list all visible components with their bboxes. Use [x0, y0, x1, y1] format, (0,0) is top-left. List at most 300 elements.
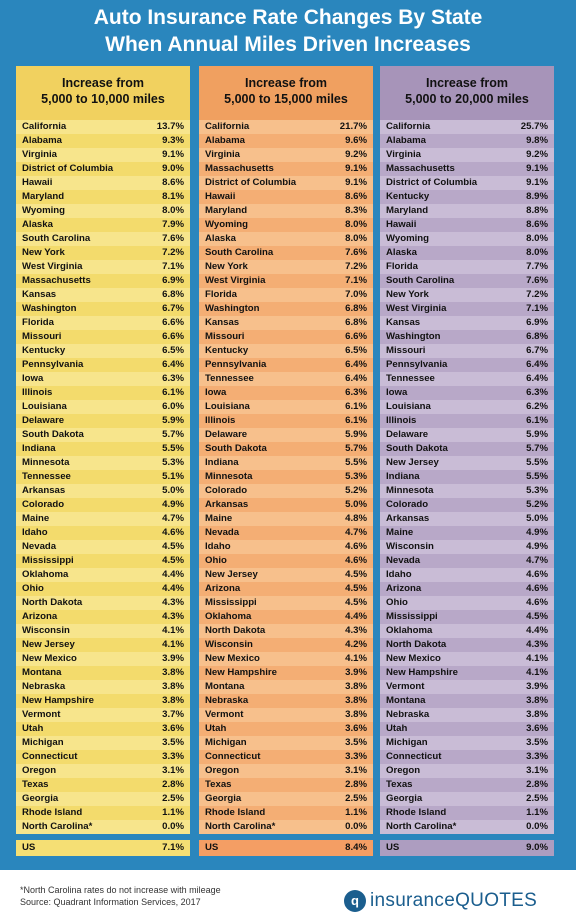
- rate-change-value: 7.1%: [526, 303, 548, 314]
- table-row: [16, 386, 190, 400]
- rate-change-value: 9.2%: [526, 149, 548, 160]
- state-name: Arkansas: [205, 499, 249, 510]
- rate-change-value: 0.0%: [526, 821, 548, 832]
- rate-change-value: 4.2%: [345, 639, 367, 650]
- table-row: [16, 204, 190, 218]
- rate-change-value: 4.6%: [526, 569, 548, 580]
- state-name: Wisconsin: [386, 541, 434, 552]
- rate-change-value: 7.1%: [345, 275, 367, 286]
- table-row: [380, 316, 554, 330]
- rate-change-value: 5.3%: [345, 471, 367, 482]
- table-row: [380, 512, 554, 526]
- rate-change-value: 3.8%: [162, 695, 184, 706]
- table-row: [199, 694, 373, 708]
- state-name: California: [386, 121, 431, 132]
- state-name: Kentucky: [386, 191, 430, 202]
- logo-text-insurance: insurance: [370, 890, 456, 911]
- state-name: District of Columbia: [386, 177, 478, 188]
- state-name: Vermont: [386, 681, 425, 692]
- table-row: [380, 260, 554, 274]
- rate-change-value: 5.0%: [162, 485, 184, 496]
- rate-change-value: 4.5%: [345, 583, 367, 594]
- state-name: Wisconsin: [22, 625, 70, 636]
- rate-change-value: 25.7%: [520, 121, 548, 132]
- table-row: [199, 358, 373, 372]
- table-row: [16, 162, 190, 176]
- us-summary-15000: [199, 840, 373, 856]
- state-name: Massachusetts: [205, 163, 274, 174]
- header-line-2: 5,000 to 10,000 miles: [41, 92, 165, 106]
- table-row: [199, 582, 373, 596]
- state-name: Oklahoma: [22, 569, 69, 580]
- state-name: Alaska: [386, 247, 417, 258]
- state-name: Maine: [386, 527, 414, 538]
- state-name: Delaware: [386, 429, 429, 440]
- rate-change-value: 7.2%: [162, 247, 184, 258]
- state-name: South Dakota: [205, 443, 267, 454]
- state-name: Florida: [205, 289, 237, 300]
- summary-value: 7.1%: [162, 842, 184, 853]
- state-name: Kentucky: [22, 345, 66, 356]
- rate-change-value: 6.4%: [345, 373, 367, 384]
- state-name: Massachusetts: [22, 275, 91, 286]
- state-name: Idaho: [386, 569, 412, 580]
- state-name: Nebraska: [22, 681, 66, 692]
- state-name: New Mexico: [386, 653, 441, 664]
- table-row: [380, 344, 554, 358]
- table-row: [380, 792, 554, 806]
- table-row: [199, 330, 373, 344]
- table-row: [199, 624, 373, 638]
- table-row: [16, 246, 190, 260]
- rate-change-value: 4.6%: [162, 527, 184, 538]
- footnote: *North Carolina rates do not increase with mileage: [20, 885, 221, 895]
- rate-change-value: 5.2%: [345, 485, 367, 496]
- title-line-2: When Annual Miles Driven Increases: [105, 33, 471, 56]
- table-row: [380, 708, 554, 722]
- table-rows: [199, 120, 373, 834]
- rate-change-value: 8.9%: [526, 191, 548, 202]
- rate-change-value: 3.5%: [345, 737, 367, 748]
- table-row: [199, 232, 373, 246]
- rate-change-value: 6.4%: [526, 359, 548, 370]
- state-name: Utah: [386, 723, 408, 734]
- state-name: North Dakota: [386, 639, 447, 650]
- state-name: Illinois: [22, 387, 53, 398]
- table-row: [16, 302, 190, 316]
- rate-change-value: 7.6%: [162, 233, 184, 244]
- rate-change-value: 5.5%: [345, 457, 367, 468]
- rate-change-value: 4.9%: [526, 541, 548, 552]
- state-name: Ohio: [22, 583, 44, 594]
- rate-change-value: 4.9%: [526, 527, 548, 538]
- state-name: Pennsylvania: [386, 359, 448, 370]
- table-row: [16, 666, 190, 680]
- state-name: Utah: [205, 723, 227, 734]
- rate-change-value: 5.9%: [526, 429, 548, 440]
- rate-change-value: 3.8%: [345, 681, 367, 692]
- rate-change-value: 3.3%: [345, 751, 367, 762]
- state-name: District of Columbia: [22, 163, 114, 174]
- table-row: [16, 288, 190, 302]
- rate-change-value: 5.3%: [526, 485, 548, 496]
- rate-change-value: 3.9%: [345, 667, 367, 678]
- table-row: [380, 540, 554, 554]
- state-name: Texas: [22, 779, 49, 790]
- state-name: Delaware: [22, 415, 65, 426]
- state-name: Idaho: [205, 541, 231, 552]
- state-name: Louisiana: [205, 401, 250, 412]
- table-row: [16, 736, 190, 750]
- state-name: District of Columbia: [205, 177, 297, 188]
- logo-text-quotes: QUOTES: [455, 890, 538, 911]
- us-summary-10000: [16, 840, 190, 856]
- rate-change-value: 6.7%: [526, 345, 548, 356]
- table-row: [380, 554, 554, 568]
- rate-change-value: 9.8%: [526, 135, 548, 146]
- state-name: Arizona: [22, 611, 58, 622]
- state-name: Hawaii: [205, 191, 236, 202]
- state-name: Idaho: [22, 527, 48, 538]
- rate-change-value: 4.4%: [345, 611, 367, 622]
- state-name: Wisconsin: [205, 639, 253, 650]
- rate-change-value: 4.1%: [526, 653, 548, 664]
- rate-change-value: 6.3%: [526, 387, 548, 398]
- table-row: [16, 568, 190, 582]
- state-name: North Carolina*: [22, 821, 93, 832]
- state-name: Alaska: [205, 233, 236, 244]
- rate-change-value: 4.7%: [162, 513, 184, 524]
- table-row: [380, 652, 554, 666]
- state-name: New Jersey: [205, 569, 258, 580]
- state-name: Delaware: [205, 429, 248, 440]
- rate-change-value: 6.2%: [526, 401, 548, 412]
- rate-change-value: 3.8%: [162, 681, 184, 692]
- table-row: [380, 442, 554, 456]
- rate-change-value: 4.5%: [526, 611, 548, 622]
- rate-change-value: 6.5%: [345, 345, 367, 356]
- rate-change-value: 3.1%: [526, 765, 548, 776]
- rate-change-value: 2.5%: [345, 793, 367, 804]
- state-name: Connecticut: [22, 751, 78, 762]
- rate-change-value: 9.3%: [162, 135, 184, 146]
- table-row: [16, 498, 190, 512]
- rate-change-value: 7.6%: [526, 275, 548, 286]
- rate-change-value: 0.0%: [345, 821, 367, 832]
- rate-change-value: 9.1%: [162, 149, 184, 160]
- table-15000-miles: [199, 66, 373, 834]
- state-name: Montana: [22, 667, 62, 678]
- table-row: [380, 568, 554, 582]
- table-row: [199, 428, 373, 442]
- table-row: [199, 372, 373, 386]
- table-row: [380, 274, 554, 288]
- table-row: [16, 484, 190, 498]
- table-row: [199, 540, 373, 554]
- table-row: [380, 694, 554, 708]
- state-name: South Carolina: [386, 275, 455, 286]
- table-row: [380, 120, 554, 134]
- table-row: [380, 190, 554, 204]
- table-10000-miles: [16, 66, 190, 834]
- state-name: Washington: [22, 303, 77, 314]
- table-row: [16, 400, 190, 414]
- table-row: [16, 512, 190, 526]
- state-name: Hawaii: [22, 177, 53, 188]
- table-row: [16, 232, 190, 246]
- state-name: Nevada: [386, 555, 421, 566]
- title-line-1: Auto Insurance Rate Changes By State: [93, 6, 483, 29]
- table-row: [199, 470, 373, 484]
- table-row: [380, 820, 554, 834]
- rate-change-value: 4.1%: [526, 667, 548, 678]
- state-name: Michigan: [205, 737, 247, 748]
- state-name: Mississippi: [386, 611, 438, 622]
- state-name: New Mexico: [22, 653, 77, 664]
- rate-change-value: 2.5%: [526, 793, 548, 804]
- table-row: [380, 428, 554, 442]
- state-name: Louisiana: [22, 401, 67, 412]
- table-row: [199, 302, 373, 316]
- table-row: [16, 792, 190, 806]
- header-line-2: 5,000 to 15,000 miles: [224, 92, 348, 106]
- state-name: Colorado: [205, 485, 248, 496]
- table-row: [380, 456, 554, 470]
- state-name: Tennessee: [386, 373, 435, 384]
- table-row: [380, 764, 554, 778]
- state-name: New Jersey: [386, 457, 439, 468]
- state-name: Minnesota: [22, 457, 70, 468]
- state-name: Minnesota: [205, 471, 253, 482]
- rate-change-value: 5.5%: [526, 457, 548, 468]
- table-row: [199, 344, 373, 358]
- state-name: Arizona: [386, 583, 422, 594]
- table-row: [16, 694, 190, 708]
- state-name: Washington: [386, 331, 441, 342]
- rate-change-value: 3.8%: [526, 695, 548, 706]
- table-row: [16, 442, 190, 456]
- rate-change-value: 3.1%: [345, 765, 367, 776]
- state-name: Rhode Island: [205, 807, 266, 818]
- table-row: [380, 526, 554, 540]
- table-row: [16, 624, 190, 638]
- state-name: Oklahoma: [386, 625, 433, 636]
- page-title: [0, 4, 576, 58]
- rate-change-value: 3.1%: [162, 765, 184, 776]
- rate-change-value: 8.3%: [345, 205, 367, 216]
- table-row: [199, 246, 373, 260]
- table-row: [16, 274, 190, 288]
- table-row: [380, 624, 554, 638]
- rate-change-value: 6.6%: [162, 317, 184, 328]
- table-row: [16, 316, 190, 330]
- rate-change-value: 3.5%: [162, 737, 184, 748]
- state-name: Kansas: [386, 317, 421, 328]
- state-name: Tennessee: [22, 471, 71, 482]
- summary-label: US: [22, 842, 36, 853]
- rate-change-value: 6.1%: [162, 387, 184, 398]
- state-name: Texas: [386, 779, 413, 790]
- state-name: Michigan: [22, 737, 64, 748]
- table-row: [199, 316, 373, 330]
- rate-change-value: 1.1%: [162, 807, 184, 818]
- table-row: [380, 470, 554, 484]
- rate-change-value: 4.3%: [162, 611, 184, 622]
- state-name: Virginia: [205, 149, 241, 160]
- table-row: [16, 190, 190, 204]
- state-name: Connecticut: [205, 751, 261, 762]
- table-row: [16, 708, 190, 722]
- state-name: Pennsylvania: [205, 359, 267, 370]
- table-row: [16, 540, 190, 554]
- rate-change-value: 3.9%: [162, 653, 184, 664]
- state-name: Illinois: [386, 415, 417, 426]
- table-row: [380, 680, 554, 694]
- state-name: Tennessee: [205, 373, 254, 384]
- table-row: [199, 190, 373, 204]
- rate-change-value: 6.8%: [345, 303, 367, 314]
- state-name: Vermont: [205, 709, 244, 720]
- table-row: [16, 344, 190, 358]
- table-row: [380, 498, 554, 512]
- state-name: Maine: [22, 513, 50, 524]
- rate-change-value: 4.7%: [345, 527, 367, 538]
- rate-change-value: 4.4%: [162, 569, 184, 580]
- table-row: [199, 274, 373, 288]
- state-name: New Mexico: [205, 653, 260, 664]
- state-name: Rhode Island: [22, 807, 83, 818]
- state-name: New York: [386, 289, 429, 300]
- state-name: Mississippi: [22, 555, 74, 566]
- rate-change-value: 6.4%: [162, 359, 184, 370]
- table-row: [16, 596, 190, 610]
- table-20000-miles: [380, 66, 554, 834]
- rate-change-value: 3.3%: [526, 751, 548, 762]
- table-row: [199, 666, 373, 680]
- rate-change-value: 6.5%: [162, 345, 184, 356]
- table-row: [16, 554, 190, 568]
- state-name: New Hampshire: [205, 667, 277, 678]
- rate-change-value: 6.7%: [162, 303, 184, 314]
- footnote-block: [20, 884, 221, 908]
- table-row: [199, 792, 373, 806]
- rate-change-value: 9.6%: [345, 135, 367, 146]
- rate-change-value: 8.6%: [526, 219, 548, 230]
- rate-change-value: 5.7%: [345, 443, 367, 454]
- state-name: North Carolina*: [205, 821, 276, 832]
- state-name: Kansas: [22, 289, 57, 300]
- rate-change-value: 6.8%: [345, 317, 367, 328]
- state-name: Hawaii: [386, 219, 417, 230]
- rate-change-value: 2.5%: [162, 793, 184, 804]
- rate-change-value: 9.2%: [345, 149, 367, 160]
- rate-change-value: 6.9%: [162, 275, 184, 286]
- table-row: [16, 652, 190, 666]
- state-name: Massachusetts: [386, 163, 455, 174]
- rate-change-value: 4.5%: [345, 569, 367, 580]
- state-name: Rhode Island: [386, 807, 447, 818]
- table-row: [16, 456, 190, 470]
- table-row: [380, 750, 554, 764]
- state-name: Indiana: [386, 471, 420, 482]
- table-row: [16, 176, 190, 190]
- table-row: [16, 680, 190, 694]
- table-row: [16, 358, 190, 372]
- table-row: [199, 610, 373, 624]
- table-row: [16, 526, 190, 540]
- table-row: [380, 582, 554, 596]
- rate-change-value: 3.8%: [345, 695, 367, 706]
- state-name: Indiana: [205, 457, 239, 468]
- table-row: [16, 806, 190, 820]
- state-name: Virginia: [386, 149, 422, 160]
- rate-change-value: 3.6%: [162, 723, 184, 734]
- table-row: [16, 218, 190, 232]
- table-row: [199, 148, 373, 162]
- rate-change-value: 2.8%: [162, 779, 184, 790]
- table-row: [199, 526, 373, 540]
- table-row: [199, 638, 373, 652]
- state-name: Nebraska: [205, 695, 249, 706]
- table-row: [199, 680, 373, 694]
- state-name: Mississippi: [205, 597, 257, 608]
- rate-change-value: 2.8%: [345, 779, 367, 790]
- rate-change-value: 3.9%: [526, 681, 548, 692]
- rate-change-value: 4.1%: [162, 639, 184, 650]
- rate-change-value: 3.7%: [162, 709, 184, 720]
- state-name: Oregon: [386, 765, 421, 776]
- state-name: Maryland: [22, 191, 65, 202]
- rate-change-value: 9.0%: [162, 163, 184, 174]
- us-summary-20000: [380, 840, 554, 856]
- table-row: [380, 148, 554, 162]
- state-name: New York: [205, 261, 248, 272]
- state-name: Maine: [205, 513, 233, 524]
- state-name: North Carolina*: [386, 821, 457, 832]
- rate-change-value: 4.1%: [162, 625, 184, 636]
- table-row: [199, 764, 373, 778]
- table-row: [199, 806, 373, 820]
- table-row: [16, 414, 190, 428]
- header-line-1: Increase from: [426, 76, 508, 90]
- table-row: [199, 568, 373, 582]
- state-name: South Carolina: [205, 247, 274, 258]
- state-name: Arkansas: [22, 485, 66, 496]
- rate-change-value: 4.3%: [162, 597, 184, 608]
- rate-change-value: 4.6%: [345, 541, 367, 552]
- state-name: Nebraska: [386, 709, 430, 720]
- rate-change-value: 4.4%: [526, 625, 548, 636]
- state-name: Kentucky: [205, 345, 249, 356]
- state-name: Alabama: [386, 135, 426, 146]
- state-name: West Virginia: [205, 275, 266, 286]
- table-row: [16, 148, 190, 162]
- rate-change-value: 5.3%: [162, 457, 184, 468]
- state-name: Florida: [22, 317, 54, 328]
- state-name: Oklahoma: [205, 611, 252, 622]
- table-row: [199, 442, 373, 456]
- rate-change-value: 5.7%: [526, 443, 548, 454]
- rate-change-value: 6.1%: [345, 415, 367, 426]
- state-name: Maryland: [205, 205, 248, 216]
- table-row: [380, 302, 554, 316]
- table-row: [380, 218, 554, 232]
- state-name: Georgia: [205, 793, 242, 804]
- state-name: Nevada: [22, 541, 57, 552]
- table-row: [199, 596, 373, 610]
- rate-change-value: 7.6%: [345, 247, 367, 258]
- column-header: [16, 66, 190, 120]
